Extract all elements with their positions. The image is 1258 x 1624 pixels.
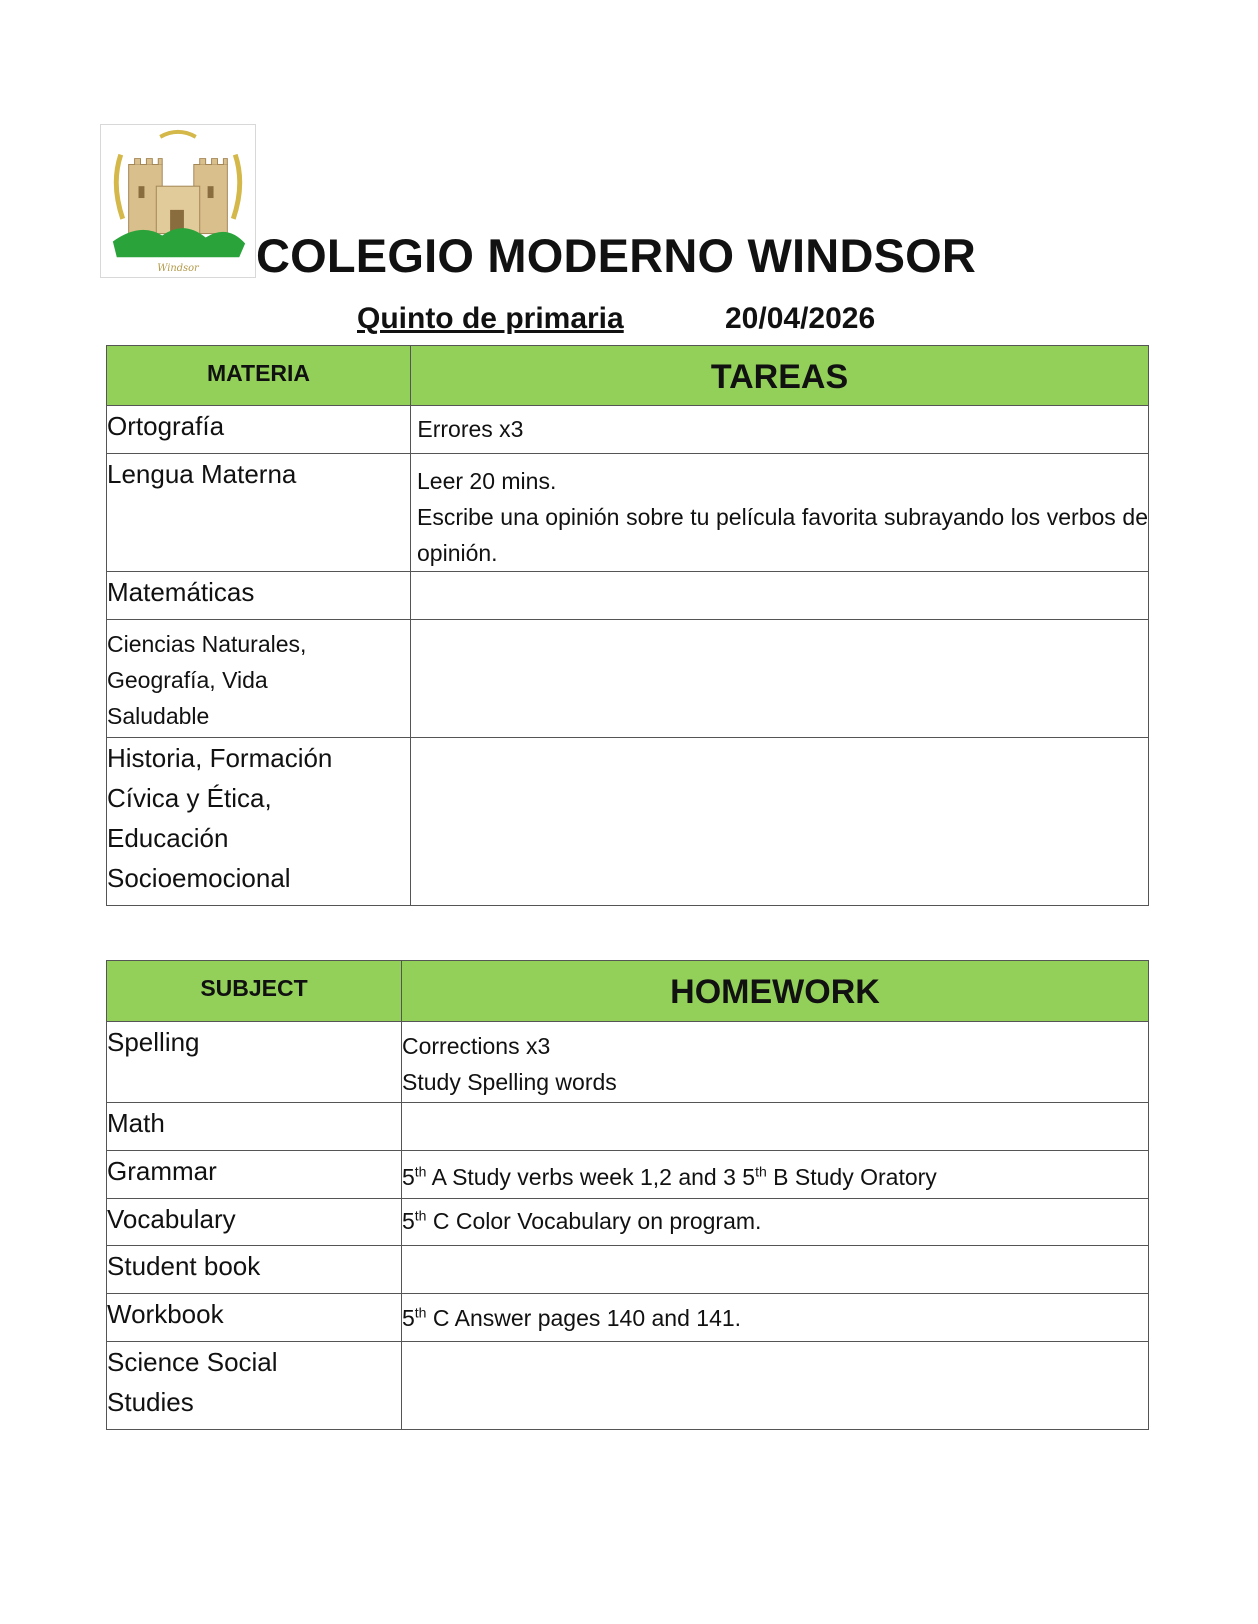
table-row — [107, 1151, 1149, 1199]
subject-cell: Spelling — [107, 1022, 402, 1103]
subject-header: SUBJECT — [107, 961, 402, 1022]
table-row — [107, 406, 1149, 454]
subject-cell: Workbook — [107, 1294, 402, 1342]
tareas-table — [106, 345, 1149, 906]
task-line: Errores x3 — [411, 416, 524, 442]
table-row — [107, 738, 1149, 906]
table-row — [107, 1246, 1149, 1294]
task-line: Study Spelling words — [402, 1069, 617, 1095]
task-line: Corrections x3 — [402, 1033, 551, 1059]
task-cell — [402, 1246, 1149, 1294]
task-cell — [411, 572, 1149, 620]
subject-cell: Lengua Materna — [107, 454, 411, 572]
table-row — [107, 1342, 1149, 1430]
homework-table — [106, 960, 1149, 1430]
table-row — [107, 620, 1149, 738]
subject-cell: Student book — [107, 1246, 402, 1294]
subject-cell: Ortografía — [107, 406, 411, 454]
date-label: 20/04/2026 — [725, 302, 876, 335]
task-cell — [402, 1199, 1149, 1246]
task-line: 5th C Color Vocabulary on program. — [402, 1207, 762, 1234]
task-cell — [402, 1151, 1149, 1199]
subject-cell: Vocabulary — [107, 1199, 402, 1246]
table-row — [107, 454, 1149, 572]
task-cell — [411, 406, 1149, 454]
subject-cell: Science Social Studies — [107, 1342, 402, 1430]
task-cell — [402, 1342, 1149, 1430]
svg-text:Windsor: Windsor — [157, 263, 199, 275]
subject-cell: Historia, Formación Cívica y Ética, Educación Socioemocional — [107, 738, 411, 906]
task-line: Leer 20 mins. — [417, 468, 557, 494]
subject-cell: Ciencias Naturales, Geografía, Vida Saludable — [107, 620, 411, 738]
subject-cell: Grammar — [107, 1151, 402, 1199]
task-line: 5th C Answer pages 140 and 141. — [402, 1304, 742, 1331]
table-row — [107, 1294, 1149, 1342]
materia-header: MATERIA — [107, 346, 411, 406]
task-cell — [402, 1103, 1149, 1151]
task-line: 5th A Study verbs week 1,2 and 3 5th B Study Oratory — [402, 1163, 937, 1190]
table-row — [107, 1022, 1149, 1103]
task-line: Escribe una opinión sobre tu película favorita subrayando los verbos de opinión. — [417, 504, 1148, 566]
table-row — [107, 1199, 1149, 1246]
task-cell — [411, 620, 1149, 738]
task-cell — [402, 1022, 1149, 1103]
table-row — [107, 1103, 1149, 1151]
tareas-header: TAREAS — [411, 346, 1149, 406]
task-cell — [402, 1294, 1149, 1342]
homework-header: HOMEWORK — [402, 961, 1149, 1022]
task-cell — [411, 454, 1149, 572]
castle-logo-icon — [101, 125, 255, 277]
school-name: COLEGIO MODERNO WINDSOR — [256, 229, 977, 282]
school-logo — [100, 124, 256, 278]
subject-cell: Math — [107, 1103, 402, 1151]
task-cell — [411, 738, 1149, 906]
subject-cell: Matemáticas — [107, 572, 411, 620]
grade-label: Quinto de primaria — [357, 302, 624, 335]
table-row — [107, 572, 1149, 620]
